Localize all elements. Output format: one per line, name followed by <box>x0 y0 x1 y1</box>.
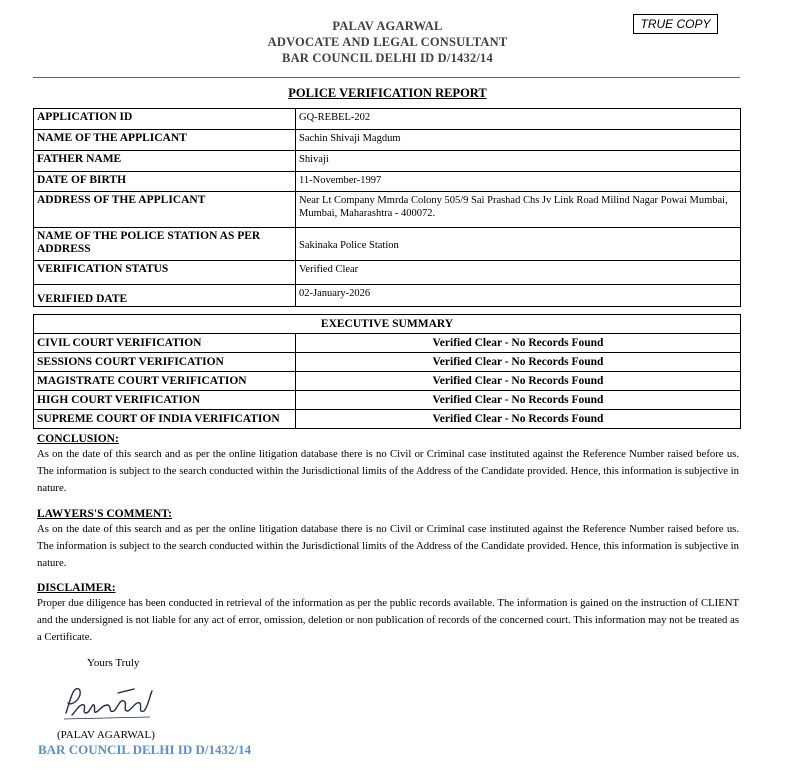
detail-label: NAME OF THE POLICE STATION AS PER ADDRESS <box>34 228 296 261</box>
table-row <box>34 130 741 151</box>
summary-title: EXECUTIVE SUMMARY <box>34 315 741 334</box>
court-result: Verified Clear - No Records Found <box>296 353 741 372</box>
disclaimer-section <box>37 581 739 646</box>
advocate-bar-id: BAR COUNCIL DELHI ID D/1432/14 <box>282 51 493 65</box>
closing-salutation: Yours Truly <box>87 657 140 669</box>
applicant-details-table <box>33 108 741 307</box>
detail-label: FATHER NAME <box>34 151 296 172</box>
court-label: SESSIONS COURT VERIFICATION <box>34 353 296 372</box>
signatory-name: (PALAV AGARWAL) <box>57 729 155 741</box>
detail-value: Sachin Shivaji Magdum <box>296 130 741 151</box>
detail-value: Shivaji <box>296 151 741 172</box>
detail-label: VERIFIED DATE <box>34 285 296 307</box>
table-row <box>34 334 741 353</box>
table-row <box>34 109 741 130</box>
detail-label: ADDRESS OF THE APPLICANT <box>34 192 296 228</box>
detail-value: Sakinaka Police Station <box>296 228 741 261</box>
detail-value: Near Lt Company Mmrda Colony 505/9 Sai Prashad Chs Jv Link Road Milind Nagar Powai Mumbai, Mumbai, Maharashtra - 400072. <box>296 192 741 228</box>
advocate-name: PALAV AGARWAL <box>332 19 443 33</box>
detail-value: 11-November-1997 <box>296 172 741 192</box>
disclaimer-heading: DISCLAIMER: <box>37 582 116 594</box>
table-row <box>34 192 741 228</box>
table-row <box>34 172 741 192</box>
detail-label: NAME OF THE APPLICANT <box>34 130 296 151</box>
court-label: HIGH COURT VERIFICATION <box>34 391 296 410</box>
court-label: CIVIL COURT VERIFICATION <box>34 334 296 353</box>
court-result: Verified Clear - No Records Found <box>296 410 741 429</box>
detail-value: GQ-REBEL-202 <box>296 109 741 130</box>
detail-value: Verified Clear <box>296 261 741 285</box>
detail-label: VERIFICATION STATUS <box>34 261 296 285</box>
court-result: Verified Clear - No Records Found <box>296 372 741 391</box>
signatory-bar-id: BAR COUNCIL DELHI ID D/1432/14 <box>38 742 252 757</box>
table-row <box>34 410 741 429</box>
detail-value: 02-January-2026 <box>296 285 741 307</box>
conclusion-text: As on the date of this search and as per the online litigation database there is no Civil or Criminal case instituted against the Reference Number raised before us. The information is subject to the search conducted within the Jurisdictional limits of the Address of the Candidate provided. Hence, this information is subjective in nature. <box>37 448 739 494</box>
executive-summary-table <box>33 314 741 429</box>
table-row <box>34 372 741 391</box>
disclaimer-text: Proper due diligence has been conducted in retrieval of the information as per the public records available. The information is gained on the instruction of CLIENT and the undersigned is not liable for any act of error, omission, deletion or non publication of records of the concerned court. This information may not be treated as a Certificate. <box>37 597 739 643</box>
advocate-role: ADVOCATE AND LEGAL CONSULTANT <box>267 35 508 49</box>
table-row <box>34 391 741 410</box>
lawyers-comment-heading: LAWYERS'S COMMENT: <box>37 508 172 520</box>
signature-image <box>58 683 158 723</box>
table-row <box>34 315 741 334</box>
table-row <box>34 353 741 372</box>
table-row <box>34 151 741 172</box>
lawyers-comment-text: As on the date of this search and as per the online litigation database there is no Civil or Criminal case instituted against the Reference Number raised before us. The information is subject to the search conducted within the Jurisdictional limits of the Address of the Candidate provided. Hence, this information is subjective in nature. <box>37 523 739 569</box>
detail-label: APPLICATION ID <box>34 109 296 130</box>
true-copy-stamp: TRUE COPY <box>633 14 718 34</box>
table-row <box>34 285 741 307</box>
court-result: Verified Clear - No Records Found <box>296 391 741 410</box>
court-label: MAGISTRATE COURT VERIFICATION <box>34 372 296 391</box>
conclusion-heading: CONCLUSION: <box>37 433 119 445</box>
table-row <box>34 261 741 285</box>
header-divider <box>33 77 740 78</box>
court-result: Verified Clear - No Records Found <box>296 334 741 353</box>
table-row <box>34 228 741 261</box>
court-label: SUPREME COURT OF INDIA VERIFICATION <box>34 410 296 429</box>
lawyers-comment-section <box>37 507 739 572</box>
detail-label: DATE OF BIRTH <box>34 172 296 192</box>
conclusion-section <box>37 432 739 497</box>
report-title: POLICE VERIFICATION REPORT <box>288 86 487 100</box>
